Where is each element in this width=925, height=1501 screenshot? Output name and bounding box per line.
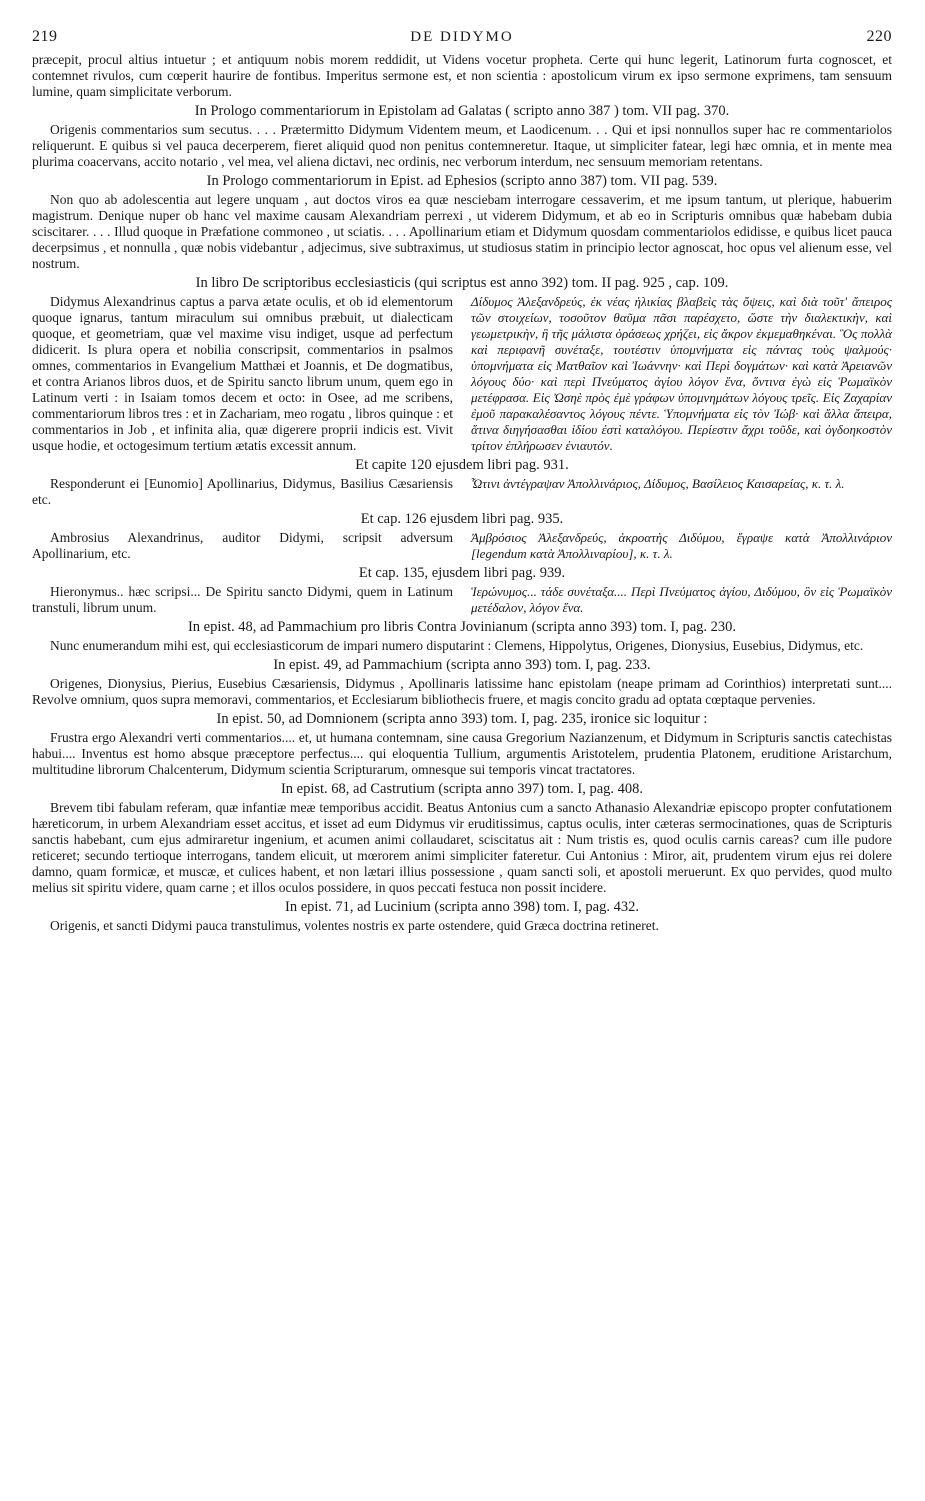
latin-paragraph: præcepit, procul altius intuetur ; et antiquum nobis morem reddidit, ut Videns vocetur propheta. Certe qui hunc legerit, Latinorum furta cognoscet, et contemnet rivulos, cum cœperit haurire de fontibus. Imperitus sermone est, et non scientia : apostolicum virum ex ipso sermone exprimens, tam sensuum lumine, quam simplicitate verborum. — [32, 52, 892, 99]
source-citation: In libro De scriptoribus ecclesiasticis (qui scriptus est anno 392) tom. II pag. 925 , cap. 109. — [195, 275, 729, 291]
source-citation: Et cap. 135, ejusdem libri pag. 939. — [358, 565, 566, 581]
source-citation: In Prologo commentariorum in Epist. ad Ephesios (scripto anno 387) tom. VII pag. 539. — [206, 173, 718, 189]
page — [32, 28, 892, 934]
latin-paragraph: Frustra ergo Alexandri verti commentarios.... et, ut humana contemnam, sine causa Gregorium Nazianzenum, et Didymum in Scripturis sanctis catechistas habui.... Inventus est homo absque præceptore perfectus.... qui eloquentia Tullium, argumentis Aristotelem, prudentia Platonem, eruditione Aristarchum, multitudine librorum Chalcenterum, Didymum scientia Scripturarum, omnesque sui temporis vincat tractatores. — [32, 730, 892, 777]
source-citation: In epist. 71, ad Lucinium (scripta anno 398) tom. I, pag. 432. — [285, 899, 639, 915]
source-citation: In Prologo commentariorum in Epistolam ad Galatas ( scripto anno 387 ) tom. VII pag. 370. — [194, 103, 730, 119]
latin-column: Responderunt ei [Eunomio] Apollinarius, Didymus, Basilius Cæsariensis etc. — [32, 476, 453, 507]
parallel-text — [32, 530, 892, 562]
parallel-text — [32, 584, 892, 616]
latin-paragraph: Brevem tibi fabulam referam, quæ infantiæ meæ temporibus accidit. Beatus Antonius cum a sancto Athanasio Alexandriæ episcopo propter confutationem hæreticorum, in urbem Alexandriam esset accitus, et isset ad eum Didymus vir eruditissimus, captus oculis, inter cæteras sermocinationes, quas de Scripturis sanctis habebant, cum ejus admiraretur ingenium, et acumen animi collaudaret, sciscitatus ait : Num tristis es, quod oculis carnis careas? cum ille pudore reticeret; secundo tertioque interrogans, tandem elicuit, ut mœrorem animi simpliciter fateretur. Cui Antonius : Miror, ait, prudentem virum ejus rei dolere damno, quam formicæ, et muscæ, et culices habent, et non lætari illius possessione , quam sancti soli, et apostoli meruerunt. Ex quo pervides, quod multo melius sit spiritu videre, quam carne ; et illos oculos possidere, in quos peccati festuca non possit incidere. — [32, 800, 892, 895]
parallel-text — [32, 294, 892, 454]
latin-paragraph: Nunc enumerandum mihi est, qui ecclesiasticorum de impari numero disputarint : Clemens, Hippolytus, Origenes, Dionysius, Eusebius, Didymus, etc. — [50, 638, 864, 653]
latin-paragraph: Origenis commentarios sum secutus. . . . Prætermitto Didymum Videntem meum, et Laodicenum. . . Qui et ipsi nonnullos super hac re commentariolos reliquerunt. E quibus si vel pauca decerperem, fieret aliquid quod non penitus contemneretur. Itaque, ut simpliciter fatear, legi hæc omnia, et in mente mea plurima coacervans, accito notario , vel mea, vel aliena dictavi, nec ordinis, nec verborum interdum, nec sensuum memoriam retentans. — [32, 122, 892, 169]
latin-column: Didymus Alexandrinus captus a parva ætate oculis, et ob id elementorum quoque ignarus, tantum miraculum sui omnibus præbuit, ut dialecticam quoque, et geometriam, quæ vel maxime visu indiget, usque ad perfectum didicerit. Is plura opera et nobilia conscripsit, commentarios in psalmos omnes, commentarios in Evangelium Matthæi et Joannis, et De dogmatibus, et contra Arianos libros duos, et de Spiritu sancto librum unum, quem ego in Latinum verti : in Isaiam tomos decem et octo: in Osee, ad me scribens, commentariorum libros tres : et in Zachariam, meo rogatu , libros quinque : et commentarios in Job , et infinita alia, quæ digerere proprii indicis est. Vivit usque hodie, et octogesimum tertium ætatis excessit annum. — [32, 294, 454, 453]
source-citation: Et capite 120 ejusdem libri pag. 931. — [355, 457, 569, 473]
greek-column: Ὧτινι ἀντέγραψαν Ἀπολλινάριος, Δίδυμος, Βασίλειος Καισαρείας, κ. τ. λ. — [471, 476, 845, 491]
source-citation: In epist. 50, ad Domnionem (scripta anno 393) tom. I, pag. 235, ironice sic loquitur : — [216, 711, 708, 727]
page-content — [32, 52, 892, 934]
page-number-left: 219 — [32, 28, 58, 45]
page-number-right: 220 — [866, 28, 892, 45]
greek-column: Δίδυμος Ἀλεξανδρεύς, ἐκ νέας ἡλικίας βλαβεὶς τὰς ὄψεις, καὶ διὰ τοῦτ' ἄπειρος τῶν στοιχείων, τοσοῦτον θαῦμα πᾶσι παρέσχετο, ὥστε τὴν διαλεκτικὴν, καὶ γεωμετρικὴν, ἣ τῆς μάλιστα ὁράσεως χρήζει, εἰς ἄκρον ἐκμεμαθηκέναι. Ὃς πολλὰ καὶ περιφανῆ συνέταξε, τουτέστιν ὑπομνήματα εἰς πάντας τοὺς ψαλμούς· ὑπομνήματα εἰς Ματθαῖον καὶ Ἰωάννην· καὶ Περὶ δογμάτων· καὶ κατὰ Ἀρειανῶν λόγους δύο· καὶ περὶ Πνεύματος ἁγίου λόγον ἕνα, ὅντινα ἐγὼ εἰς Ῥωμαϊκὸν μετέφρασα. Εἰς Ὠσηὲ πρὸς ἐμὲ γράφων ὑπομνημάτων λόγους τρεῖς. Εἰς Ζαχαρίαν ἐμοῦ παρακαλέσαντος λόγους πέντε. Ὑπομνήματα εἰς τὸν Ἰώβ· καὶ ἄλλα ἄπειρα, ἅτινα διηγήσασθαι ἰδίου ἐστὶ καταλόγου. Περίεστιν ἄχρι τοῦδε, καὶ ὀγδοηκοστὸν τρίτον ἐπλήρωσεν ἐνιαυτόν. — [471, 294, 892, 453]
greek-column: Ἱερώνυμος... τάδε συνέταξα.... Περὶ Πνεύματος ἁγίου, Διδύμου, ὃν εἰς Ῥωμαϊκὸν μετέδαλον, λόγον ἕνα. — [471, 584, 892, 615]
latin-column: Hieronymus.. hæc scripsi... De Spiritu sancto Didymi, quem in Latinum transtuli, librum unum. — [32, 584, 453, 615]
latin-column: Ambrosius Alexandrinus, auditor Didymi, scripsit adversum Apollinarium, etc. — [32, 530, 453, 561]
latin-paragraph: Origenes, Dionysius, Pierius, Eusebius Cæsariensis, Didymus , Apollinaris latissime hanc epistolam (neape primam ad Corinthios) interpretati sunt.... Revolve omnium, quos supra memoravi, commentarios, et Ecclesiarum bibliothecis fruere, et magis concito gradu ad optata cœptaque pervenies. — [32, 676, 892, 707]
source-citation: In epist. 49, ad Pammachium (scripta anno 393) tom. I, pag. 233. — [273, 657, 651, 673]
source-citation: Et cap. 126 ejusdem libri pag. 935. — [360, 511, 564, 527]
source-citation: In epist. 48, ad Pammachium pro libris Contra Jovinianum (scripta anno 393) tom. I, pag. 230. — [187, 619, 737, 635]
running-title: DE DIDYMO — [410, 29, 514, 45]
running-header — [32, 28, 892, 46]
latin-paragraph: Non quo ab adolescentia aut legere unquam , aut doctos viros ea quæ nesciebam interrogare cessaverim, et me ipsum tantum, ut plerique, habuerim magistrum. Denique nuper ob hanc vel maxime causam Alexandriam perrexi , ut viderem Didymum, et ab eo in Scripturis omnibus quæ habebam dubia sciscitarer. . . . Illud quoque in Præfatione commoneo , ut sciatis. . . . Apollinarium etiam et Didymum quosdam commentariolos edidisse, e quibus licet pauca decerpsimus , et nonnulla , quæ nobis videbantur , adjecimus, sive subtraximus, ut studiosus statim in principio lector agnoscat, hoc opus vel alienum esse, vel nostrum. — [32, 192, 892, 271]
latin-paragraph: Origenis, et sancti Didymi pauca transtulimus, volentes nostris ex parte ostendere, quid Græca doctrina retineret. — [50, 918, 659, 933]
source-citation: In epist. 68, ad Castrutium (scripta anno 397) tom. I, pag. 408. — [280, 781, 644, 797]
greek-column: Ἀμβρόσιος Ἀλεξανδρεύς, ἀκροατὴς Διδύμου, ἔγραψε κατὰ Ἀπολλινάριον [legendum κατὰ Ἀπολλιναρίου], κ. τ. λ. — [471, 530, 892, 561]
parallel-text — [32, 476, 892, 508]
